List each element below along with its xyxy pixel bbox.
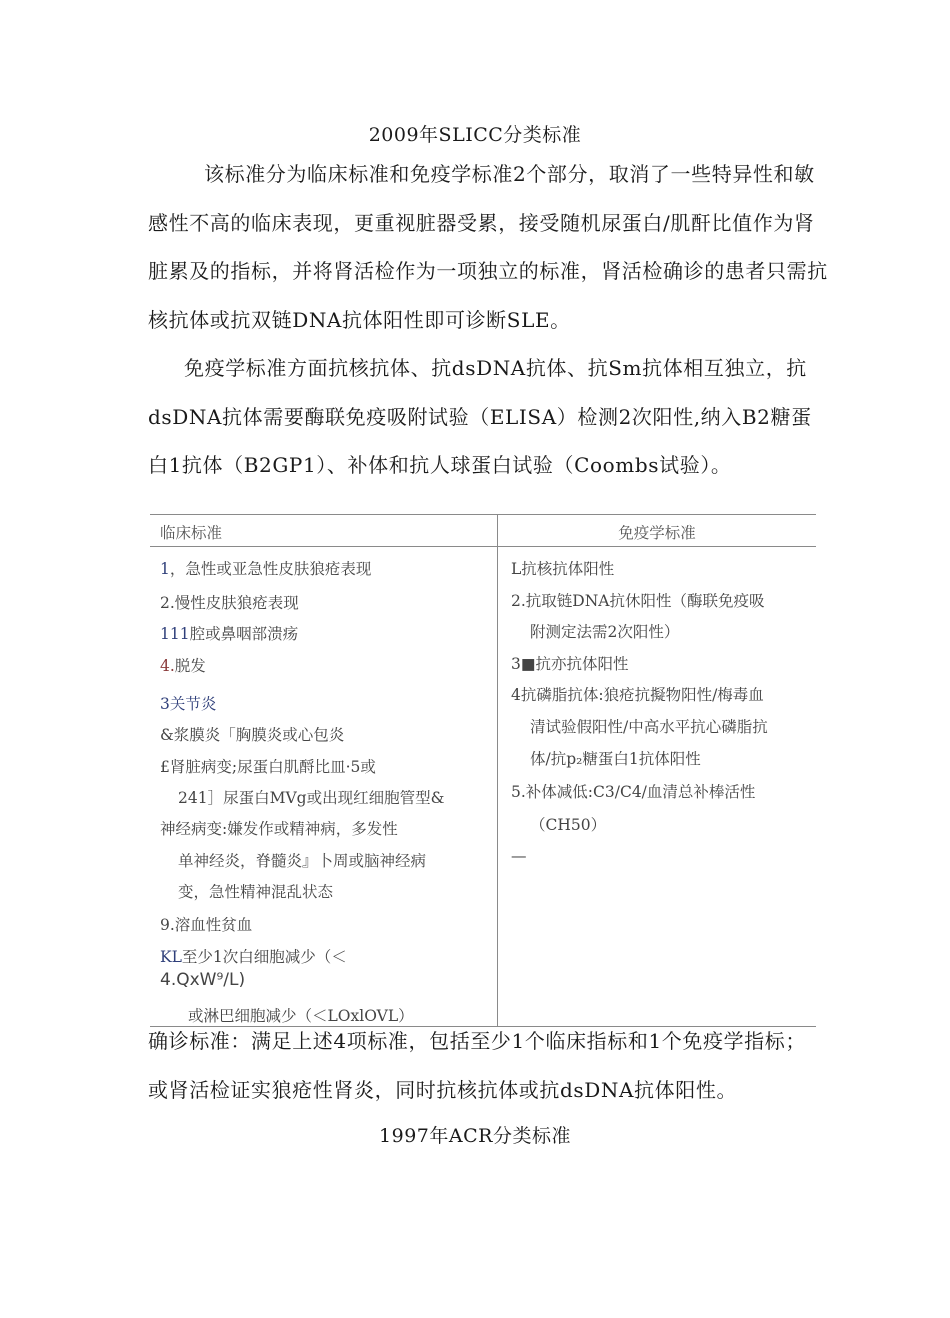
clinical-item: 9.溶血性贫血 [160,916,253,934]
immunology-item: L抗核抗体阳性 [511,560,615,578]
immunology-item: 附测定法需2次阳性） [530,623,680,641]
paragraph-intro: 该标准分为临床标准和免疫学标准2个部分，取消了一些特异性和敏感性不高的临床表现，更重视脏器受累，接受随机尿蛋白/肌酐比值作为肾脏累及的指标，并将肾活检作为一项独立的标准，肾活检确诊的患者只需抗核抗体或抗双链DNA抗体阳性即可诊断SLE。 [148,162,828,332]
clinical-item: 或淋巴细胞减少（＜LOxlOVL） [188,1007,414,1025]
clinical-item: 3关节炎 [160,695,217,713]
immunology-item: — [511,847,527,865]
clinical-item: &浆膜炎「胸膜炎或心包炎 [160,726,345,744]
clinical-item: 241］尿蛋白MVg或出现红细胞管型& [178,789,445,807]
immunology-item: 体/抗p₂糖蛋白1抗体阳性 [530,750,701,768]
clinical-item: 111腔或鼻咽部溃疡 [160,625,299,643]
clinical-item: 4.脱发 [160,657,206,675]
clinical-item: KL至少1次白细胞减少（＜ [160,948,347,966]
immunology-item: 清试验假阳性/中高水平抗心磷脂抗 [530,718,768,736]
header-immunological: 免疫学标准 [618,524,696,542]
clinical-item: 单神经炎，脊髓炎』卜周或脑神经病 [178,852,427,870]
clinical-item: 4.QxW⁹/L) [160,970,246,990]
clinical-item: 2.慢性皮肤狼疮表现 [160,594,299,612]
table-divider [497,515,498,1026]
clinical-item: 神经病变:嫌发作或精神病，多发性 [160,820,398,838]
paragraph-immunology: 免疫学标准方面抗核抗体、抗dsDNA抗体、抗Sm抗体相互独立，抗dsDNA抗体需要酶联免疫吸附试验（ELISA）检测2次阳性,纳入B2糖蛋白1抗体（B2GP1）、补体和抗人球蛋白试验（Coombs试验）。 [148,356,812,477]
clinical-item: £肾脏病变;尿蛋白肌酹比皿·5或 [160,758,376,776]
header-clinical: 临床标准 [160,524,223,542]
immunology-item: （CH50） [530,816,607,834]
clinical-item: 1，急性或亚急性皮肤狼疮表现 [160,560,372,578]
immunology-item: 5.补体减低:C3/C4/血清总补棒活性 [511,783,756,801]
immunology-item: 3■抗亦抗体阳性 [511,655,629,673]
section-title-slicc: 2009年SLICC分类标准 [368,124,582,146]
section-title-acr: 1997年ACR分类标准 [379,1125,571,1147]
immunology-item: 4抗磷脂抗体:狼疮抗擬物阳性/梅毒血 [511,686,764,704]
clinical-item: 变，急性精神混乱状态 [178,883,334,901]
criteria-table [150,514,816,1027]
immunology-item: 2.抗取链DNA抗休阳性（酶联免疫吸 [511,592,765,610]
table-header-rule [150,546,816,547]
paragraph-diagnosis: 确诊标准：满足上述4项标准，包括至少1个临床指标和1个免疫学指标；或肾活检证实狼疮性肾炎，同时抗核抗体或抗dsDNA抗体阳性。 [148,1029,806,1102]
